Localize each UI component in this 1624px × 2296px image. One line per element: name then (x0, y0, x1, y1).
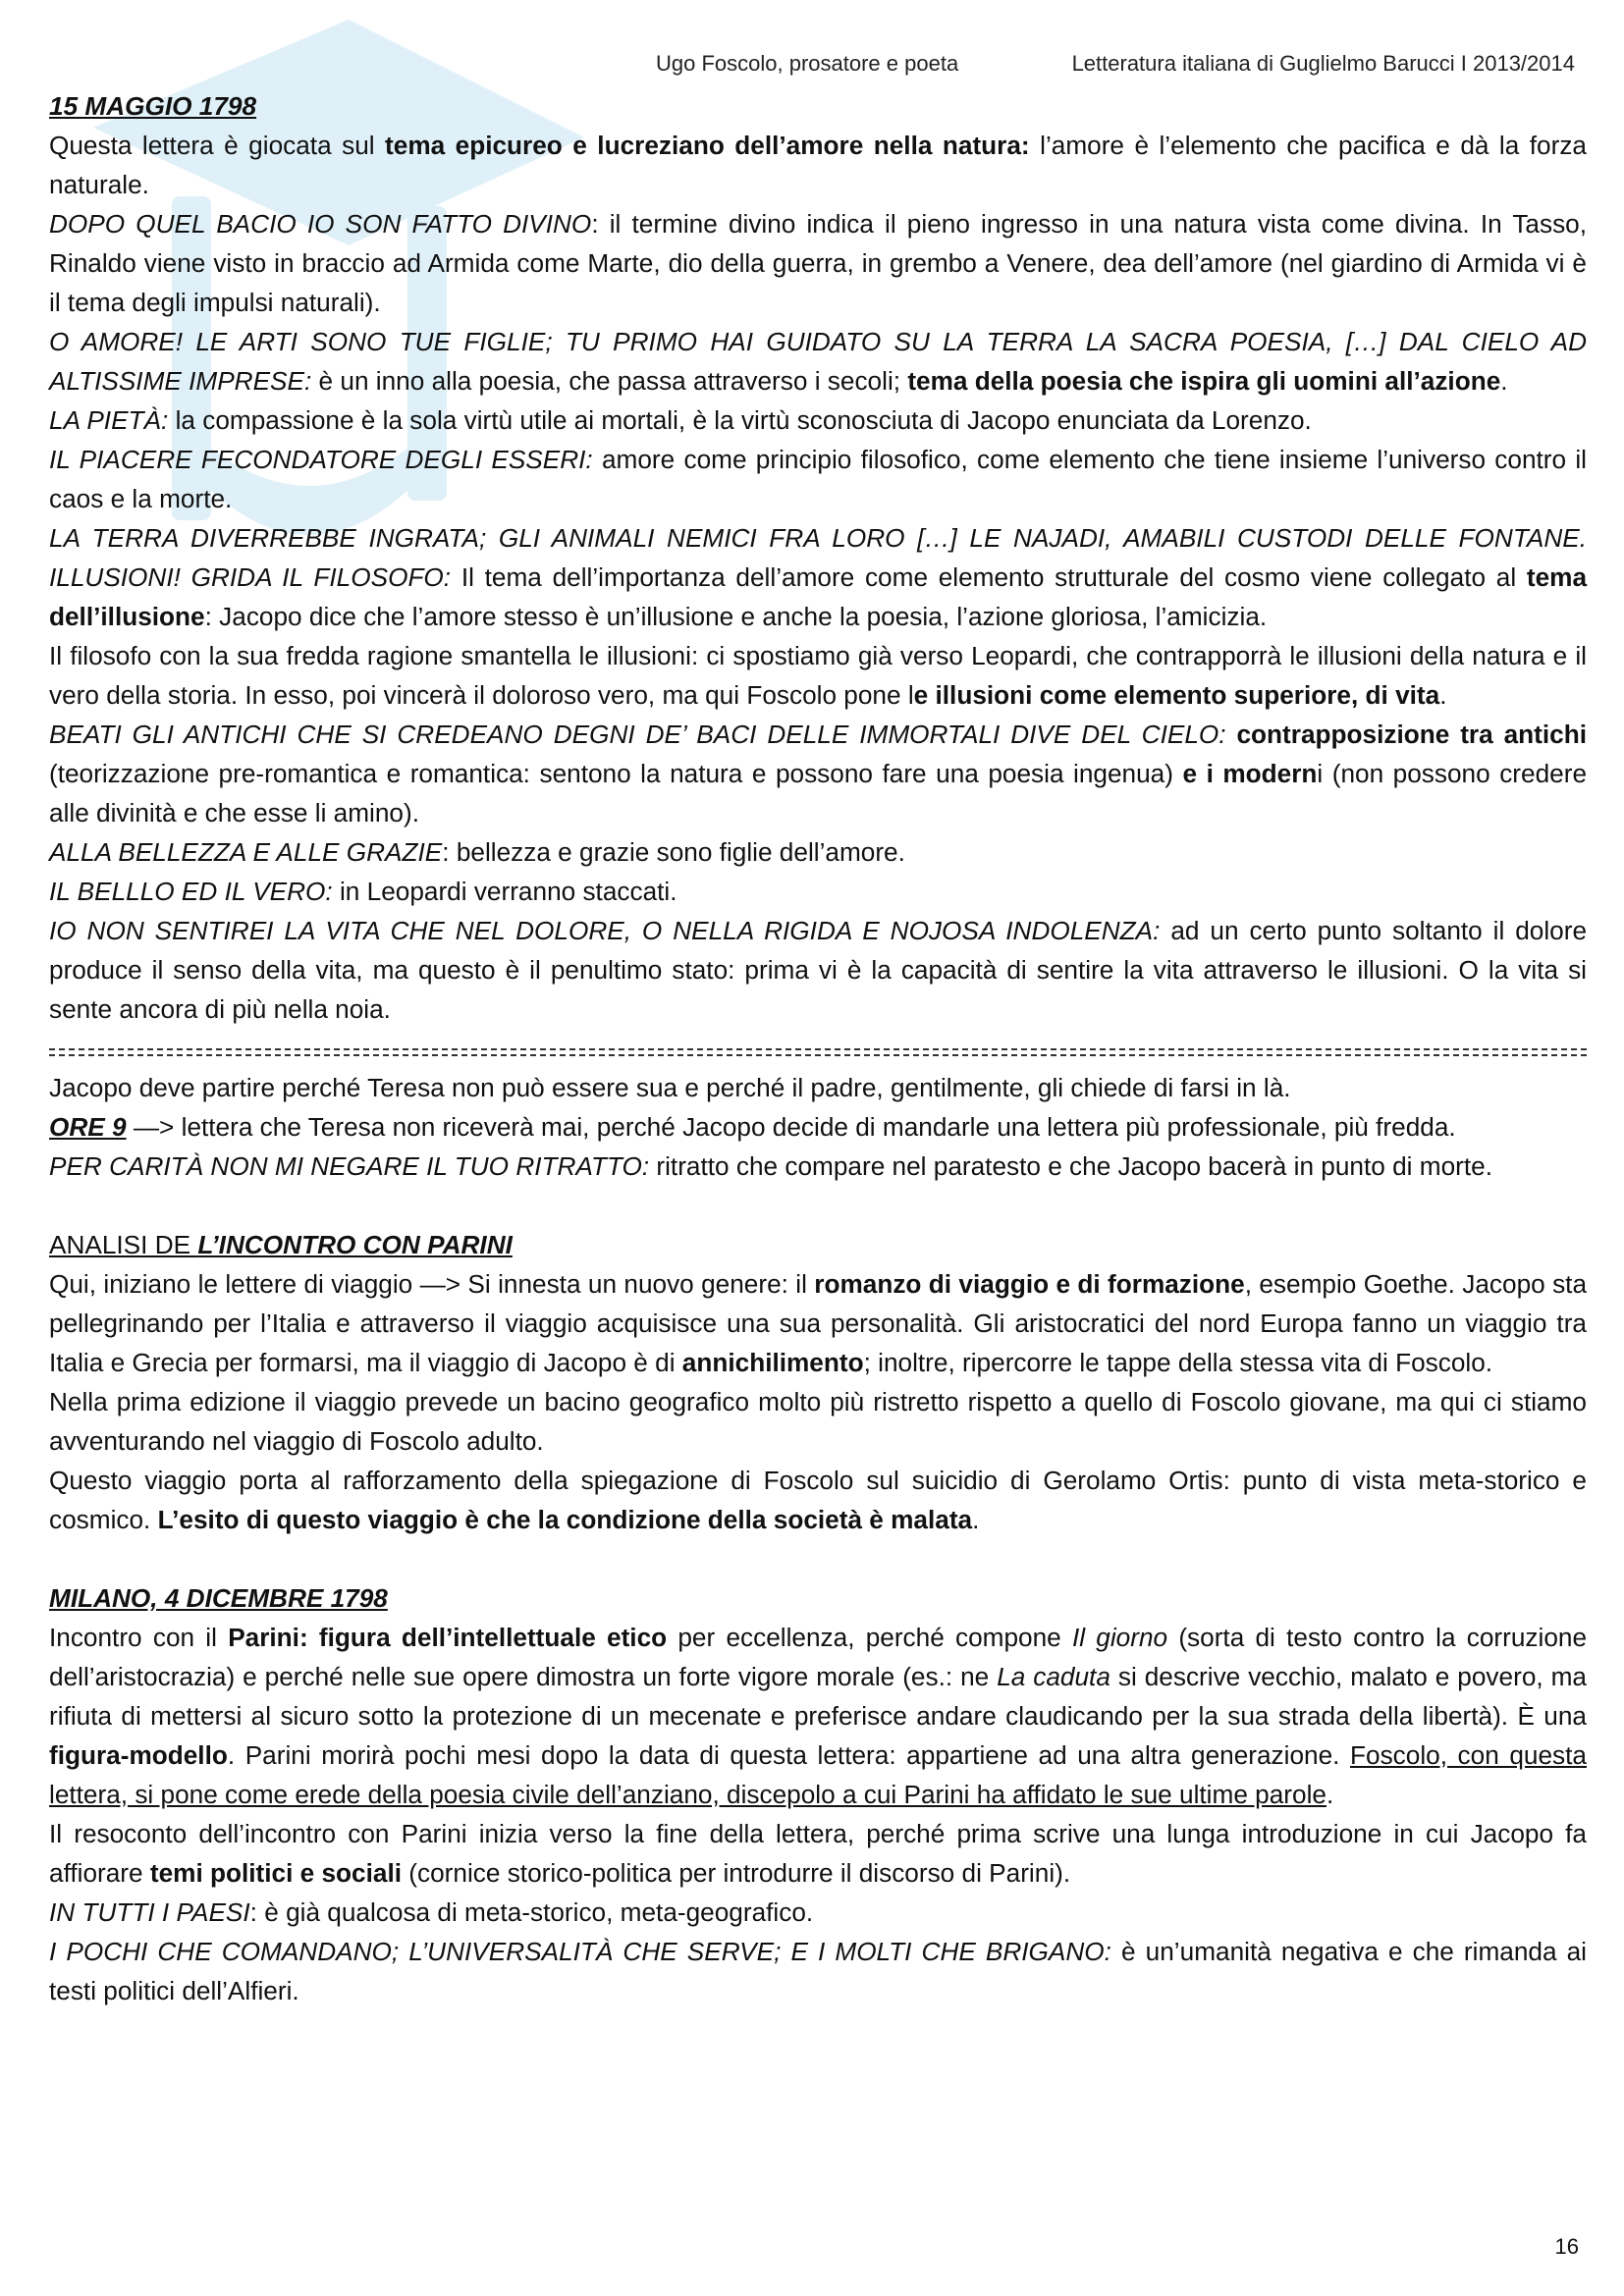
bold-text: tema della poesia che ispira gli uomini all’azione (907, 366, 1501, 396)
text: (sorta di testo contro la corruzione dell’aristocrazia) e perché nelle sue opere dimostra un forte vigore morale (es.: ne (49, 1623, 1588, 1691)
section-heading (49, 1578, 1587, 1618)
text: è un inno alla poesia, che passa attraverso i secoli; (311, 366, 908, 396)
quote-text: I POCHI CHE COMANDANO; L’UNIVERSALITÀ CHE SERVE; E I MOLTI CHE BRIGANO: (49, 1937, 1111, 1966)
text: . (1326, 1780, 1334, 1809)
italic-text: Il giorno (1071, 1623, 1168, 1652)
text: : è già qualcosa di meta-storico, meta-geografico. (249, 1897, 814, 1927)
paragraph (49, 715, 1587, 832)
heading-text: 15 MAGGIO 1798 (49, 91, 257, 121)
page-number: 16 (1554, 2234, 1579, 2259)
paragraph (49, 1932, 1587, 2010)
text: Il filosofo con la sua fredda ragione smantella le illusioni: ci spostiamo già verso Leopardi, che contrapporrà le illusioni della natura e il vero della storia. In esso, poi vincerà il doloroso vero, ma qui Foscolo pone l (49, 641, 1587, 710)
text: ritratto che compare nel paratesto e che Jacopo bacerà in punto di morte. (649, 1151, 1492, 1181)
text: : bellezza e grazie sono figlie dell’amore. (442, 837, 905, 867)
text: (cornice storico-politica per introdurre il discorso di Parini). (402, 1858, 1071, 1888)
bold-text: e i modern (1182, 759, 1318, 788)
paragraph (49, 1893, 1587, 1932)
section-heading (49, 86, 1587, 126)
text: : Jacopo dice che l’amore stesso è un’illusione e anche la poesia, l’azione gloriosa, l’amicizia. (204, 602, 1268, 631)
text: (teorizzazione pre-romantica e romantica: sentono la natura e possono fare una poesia ingenua) (49, 759, 1183, 788)
page-header (648, 51, 1575, 80)
text: Il tema dell’importanza dell’amore come elemento strutturale del cosmo viene collegato al (451, 562, 1527, 592)
quote-text: ALLA BELLEZZA E ALLE GRAZIE (49, 837, 443, 867)
paragraph (49, 872, 1587, 911)
bold-text: annichilimento (681, 1348, 864, 1377)
bold-text: tema dell’illusione (49, 562, 1588, 631)
paragraph (49, 911, 1587, 1029)
quote-text: DOPO QUEL BACIO IO SON FATTO DIVINO (49, 209, 592, 239)
text: . (972, 1505, 980, 1534)
text: . (1439, 680, 1447, 710)
text: . (1500, 366, 1508, 396)
text: Il resoconto dell’incontro con Parini inizia verso la fine della lettera, perché prima scrive una lunga introduzione in cui Jacopo fa affiorare (49, 1819, 1587, 1888)
bold-text: tema epicureo e lucreziano dell’amore nella natura: (385, 131, 1030, 160)
bold-text: figura-modello (49, 1740, 228, 1770)
heading-text: ANALISI DE (49, 1230, 198, 1259)
text: ad un certo punto soltanto il dolore produce il senso della vita, ma questo è il penultimo stato: prima vi è la capacità di sentire la vita attraverso le illusioni. O la vita si sente ancora di più nella noia. (49, 916, 1588, 1024)
paragraph (49, 518, 1587, 636)
text: la compassione è la sola virtù utile ai mortali, è la virtù sconosciuta di Jacopo enunciata da Lorenzo. (168, 405, 1312, 435)
bold-text: e illusioni come elemento superiore, di vita (913, 680, 1440, 710)
section-heading (49, 1225, 1587, 1264)
underlined-text: Foscolo, con questa lettera, si pone come erede della poesia civile dell’anziano, discepolo a cui Parini ha affidato le sue ultime parole (49, 1740, 1587, 1809)
text: Incontro con il (49, 1623, 229, 1652)
paragraph: Jacopo deve partire perché Teresa non può essere sua e perché il padre, gentilmente, gli chiede di farsi in là. (49, 1073, 1291, 1102)
text: Questo viaggio porta al rafforzamento della spiegazione di Foscolo sul suicidio di Gerolamo Ortis: punto di vista meta-storico e cosmico. (49, 1466, 1587, 1534)
quote-text: IL BELLLO ED IL VERO: (49, 877, 333, 906)
bold-text: romanzo di viaggio e di formazione (814, 1269, 1245, 1299)
heading-title: L’INCONTRO CON PARINI (197, 1230, 513, 1259)
text: è un’umanità negativa e che rimanda ai testi politici dell’Alfieri. (49, 1937, 1587, 2005)
quote-text: BEATI GLI ANTICHI CHE SI CREDEANO DEGNI DE’ BACI DELLE IMMORTALI DIVE DEL CIELO: (49, 720, 1226, 749)
text: Qui, iniziano le lettere di viaggio —> Si innesta un nuovo genere: il (49, 1269, 815, 1299)
text: amore come principio filosofico, come elemento che tiene insieme l’universo contro il caos e la morte. (49, 445, 1588, 513)
quote-text: O AMORE! LE ARTI SONO TUE FIGLIE; TU PRIMO HAI GUIDATO SU LA TERRA LA SACRA POESIA, […] DAL CIELO AD ALTISSIME IMPRESE: (49, 327, 1587, 396)
paragraph (49, 636, 1587, 715)
paragraph (49, 1107, 1587, 1147)
text: si descrive vecchio, malato e povero, ma rifiuta di mettersi al sicuro sotto la protezione di un mecenate e preferisce andare claudicando per la sua strada della libertà). È una (49, 1662, 1587, 1731)
heading-text: MILANO, 4 DICEMBRE 1798 (49, 1583, 388, 1613)
text: —> lettera che Teresa non riceverà mai, perché Jacopo decide di mandarle una lettera più professionale, più fredda. (126, 1112, 1456, 1142)
bold-text: L’esito di questo viaggio è che la condizione della società è malata (157, 1505, 973, 1534)
paragraph (49, 1264, 1587, 1382)
text: ; inoltre, ripercorre le tappe della stessa vita di Foscolo. (863, 1348, 1493, 1377)
text: l’amore è l’elemento che pacifica e dà la forza naturale. (49, 131, 1587, 199)
paragraph (49, 1618, 1587, 1814)
text: in Leopardi verranno staccati. (332, 877, 677, 906)
document-body (49, 86, 1587, 2010)
separator-line (49, 1029, 1587, 1068)
paragraph (49, 126, 1587, 204)
quote-text: IL PIACERE FECONDATORE DEGLI ESSERI: (49, 445, 593, 474)
paragraph (49, 322, 1587, 400)
italic-text: La caduta (997, 1662, 1110, 1691)
inline-heading: ORE 9 (49, 1112, 127, 1142)
text: . Parini morirà pochi mesi dopo la data di questa lettera: appartiene ad una altra generazione. (227, 1740, 1351, 1770)
paragraph (49, 440, 1587, 518)
bold-text: temi politici e sociali (149, 1858, 403, 1888)
spacer (49, 1539, 1587, 1578)
quote-text: LA PIETÀ: (49, 405, 169, 435)
text (1226, 720, 1237, 749)
quote-text: PER CARITÀ NON MI NEGARE IL TUO RITRATTO: (49, 1151, 650, 1181)
bold-text: Parini: figura dell’intellettuale etico (228, 1623, 668, 1652)
text: Questa lettera è giocata sul (49, 131, 386, 160)
paragraph (49, 1461, 1587, 1539)
text: , esempio Goethe. Jacopo sta pellegrinando per l’Italia e attraverso il viaggio acquisisce una sua personalità. Gli aristocratici del nord Europa fanno un viaggio tra Italia e Grecia per formarsi, ma il viaggio di Jacopo è di (49, 1269, 1588, 1377)
paragraph (49, 1147, 1587, 1186)
header-course: Letteratura italiana di Guglielmo Barucci I 2013/2014 (1071, 51, 1575, 76)
text: : il termine divino indica il pieno ingresso in una natura vista come divina. In Tasso, Rinaldo viene visto in braccio ad Armida come Marte, dio della guerra, in grembo a Venere, dea dell’amore (nel giardino di Armida vi è il tema degli impulsi naturali). (49, 209, 1588, 317)
quote-text: IN TUTTI I PAESI (49, 1897, 250, 1927)
paragraph (49, 204, 1587, 322)
text: i (non possono credere alle divinità e che esse li amino). (49, 759, 1588, 828)
quote-text: IO NON SENTIREI LA VITA CHE NEL DOLORE, O NELLA RIGIDA E NOJOSA INDOLENZA: (49, 916, 1161, 945)
paragraph: Nella prima edizione il viaggio prevede un bacino geografico molto più ristretto rispetto a quello di Foscolo giovane, ma qui ci stiamo avventurando nel viaggio di Foscolo adulto. (49, 1387, 1587, 1456)
spacer (49, 1186, 1587, 1225)
bold-text: contrapposizione tra antichi (1236, 720, 1587, 749)
text: per eccellenza, perché compone (667, 1623, 1072, 1652)
paragraph (49, 832, 1587, 872)
quote-text: LA TERRA DIVERREBBE INGRATA; GLI ANIMALI NEMICI FRA LORO […] LE NAJADI, AMABILI CUSTODI DELLE FONTANE. ILLUSIONI! GRIDA IL FILOSOFO: (49, 523, 1587, 592)
header-subject: Ugo Foscolo, prosatore e poeta (656, 51, 959, 76)
paragraph (49, 400, 1587, 440)
paragraph (49, 1814, 1587, 1893)
